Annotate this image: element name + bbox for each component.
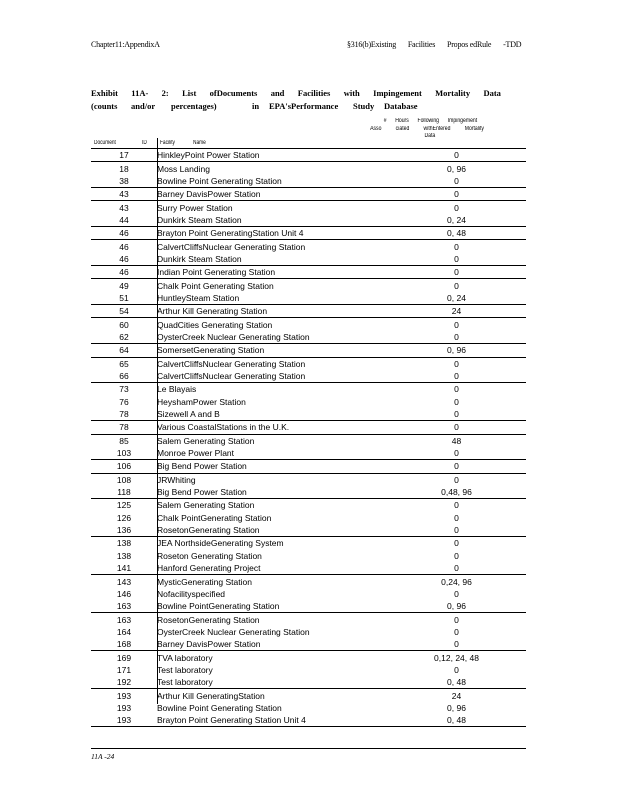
document-id-cell: 65 bbox=[119, 358, 129, 369]
title-word: Impingement bbox=[373, 88, 422, 98]
mortality-hours-cell: 0 bbox=[387, 460, 526, 473]
facility-name-cell: Barney DavisPower Station bbox=[157, 188, 387, 201]
document-id-cell: 38 bbox=[91, 175, 157, 188]
table-row bbox=[91, 175, 526, 188]
facility-name-cell: Salem Generating Station bbox=[157, 500, 255, 511]
document-id-cell: 64 bbox=[91, 344, 157, 357]
header-rule-part: Propos edRule bbox=[446, 40, 492, 49]
mortality-hours-cell: 0, 96 bbox=[387, 344, 526, 357]
table-row bbox=[91, 613, 526, 626]
title-word: percentages) bbox=[171, 101, 217, 111]
mortality-hours-cell: 0, 96 bbox=[447, 163, 466, 174]
document-id-cell: 44 bbox=[91, 214, 157, 227]
title-word: 2: bbox=[161, 88, 169, 98]
table-row bbox=[91, 702, 526, 714]
col-header-word: # bbox=[383, 118, 387, 124]
mortality-hours-cell: 0, 96 bbox=[447, 702, 466, 713]
table-row bbox=[91, 447, 526, 460]
page-number: 11A -24 bbox=[91, 752, 115, 761]
document-id-cell: 18 bbox=[119, 163, 129, 174]
table-row bbox=[91, 253, 526, 266]
table-row bbox=[91, 575, 526, 588]
mortality-hours-cell: 0,48, 96 bbox=[387, 486, 526, 499]
facility-name-cell: Brayton Point Generating Station Unit 4 bbox=[157, 714, 387, 727]
mortality-hours-cell: 0 bbox=[387, 266, 526, 279]
table-row bbox=[91, 292, 526, 305]
mortality-hours-cell: 0, 24 bbox=[387, 292, 526, 305]
mortality-hours-cell: 0,24, 96 bbox=[441, 576, 472, 587]
table-row bbox=[91, 473, 526, 486]
facility-name-cell: Surry Power Station bbox=[157, 202, 233, 213]
document-id-cell: 62 bbox=[91, 331, 157, 344]
document-id-cell: 163 bbox=[116, 614, 132, 625]
facility-name-cell: Le Blayais bbox=[157, 384, 197, 395]
title-word: EPA'sPerformance bbox=[269, 101, 339, 111]
mortality-hours-cell: 48 bbox=[451, 435, 462, 446]
title-word: and bbox=[270, 88, 285, 98]
document-id-cell: 43 bbox=[119, 202, 129, 213]
facility-name-cell: Dunkirk Steam Station bbox=[157, 214, 387, 227]
facility-name-cell: Test laboratory bbox=[157, 664, 213, 675]
facility-name-cell: Roseton Generating Station bbox=[157, 550, 262, 561]
title-word: ofDocuments bbox=[209, 88, 258, 98]
document-id-cell: 103 bbox=[91, 447, 157, 460]
facility-name-cell: Arthur Kill GeneratingStation bbox=[157, 690, 265, 701]
document-id-cell: 78 bbox=[91, 421, 157, 434]
title-word: with bbox=[343, 88, 360, 98]
facility-name-cell: HinkleyPoint Power Station bbox=[157, 149, 387, 162]
col-header-word: Asso bbox=[370, 125, 382, 132]
facility-name-cell: RosetonGenerating Station bbox=[157, 524, 387, 537]
mortality-hours-cell: 0 bbox=[454, 626, 459, 637]
title-word: Study bbox=[353, 101, 375, 111]
table-row bbox=[91, 240, 526, 253]
document-id-cell: 17 bbox=[91, 149, 157, 162]
table-row bbox=[91, 486, 526, 499]
facility-name-cell: CalvertCliffsNuclear Generating Station bbox=[157, 358, 306, 369]
table-row bbox=[91, 396, 526, 408]
facility-name-cell: QuadCities Generating Station bbox=[157, 319, 273, 330]
document-id-cell: 163 bbox=[91, 600, 157, 613]
title-word: Facilities bbox=[297, 88, 331, 98]
mortality-hours-cell: 0 bbox=[387, 149, 526, 162]
title-word: Exhibit bbox=[91, 88, 118, 98]
title-word: 11A- bbox=[131, 88, 149, 98]
facility-name-cell: Bowline Point Generating Station bbox=[157, 702, 282, 713]
mortality-hours-cell: 0 bbox=[454, 512, 459, 523]
table-row bbox=[91, 562, 526, 575]
facility-name-cell: CalvertCliffsNuclear Generating Station bbox=[157, 241, 306, 252]
mortality-hours-cell: 24 bbox=[451, 690, 462, 701]
table-row bbox=[91, 305, 526, 318]
col-header-word: withEntered bbox=[423, 125, 451, 132]
facility-name-cell: OysterCreek Nuclear Generating Station bbox=[157, 331, 387, 344]
table-row bbox=[91, 689, 526, 702]
table-row bbox=[91, 344, 526, 357]
document-id-cell: 106 bbox=[91, 460, 157, 473]
mortality-hours-cell: 0 bbox=[387, 408, 526, 421]
running-header-rule bbox=[347, 40, 531, 49]
mortality-hours-cell: 0 bbox=[454, 588, 459, 599]
mortality-hours-cell: 0 bbox=[454, 358, 459, 369]
table-row bbox=[91, 279, 526, 292]
document-id-cell: 85 bbox=[119, 435, 129, 446]
document-id-cell: 126 bbox=[116, 512, 132, 523]
document-id-cell: 46 bbox=[91, 227, 157, 240]
mortality-hours-cell: 0 bbox=[454, 319, 459, 330]
mortality-hours-cell: 0 bbox=[454, 241, 459, 252]
facility-name-cell: HeyshamPower Station bbox=[157, 396, 246, 407]
col-header-document: Document bbox=[94, 140, 116, 146]
mortality-hours-cell: 0 bbox=[454, 538, 459, 549]
table-row bbox=[91, 537, 526, 550]
facility-name-cell: MysticGenerating Station bbox=[157, 576, 252, 587]
table-row bbox=[91, 162, 526, 175]
mortality-hours-cell: 24 bbox=[387, 305, 526, 318]
facility-name-cell: Monroe Power Plant bbox=[157, 447, 387, 460]
facility-name-cell: HuntleySteam Station bbox=[157, 292, 387, 305]
exhibit-title-line1 bbox=[91, 88, 501, 98]
header-rule-part: §316(b)Existing bbox=[347, 40, 396, 49]
facility-name-cell: JRWhiting bbox=[157, 474, 196, 485]
mortality-hours-cell: 0 bbox=[387, 447, 526, 460]
table-row bbox=[91, 331, 526, 344]
facility-name-cell: Various CoastalStations in the U.K. bbox=[157, 421, 387, 434]
facility-name-cell: Hanford Generating Project bbox=[157, 562, 387, 575]
document-id-cell: 192 bbox=[91, 676, 157, 689]
title-word: Data bbox=[483, 88, 501, 98]
document-id-cell: 46 bbox=[91, 266, 157, 279]
col-header-facility: Facility bbox=[160, 140, 175, 146]
document-id-cell: 43 bbox=[91, 188, 157, 201]
table-row bbox=[91, 370, 526, 383]
document-id-cell: 193 bbox=[116, 690, 132, 701]
document-id-cell: 76 bbox=[119, 396, 129, 407]
mortality-hours-cell: 0 bbox=[454, 202, 459, 213]
document-id-cell: 66 bbox=[91, 370, 157, 383]
table-row bbox=[91, 227, 526, 240]
header-rule-part: -TDD bbox=[503, 40, 522, 49]
documents-table bbox=[91, 149, 526, 727]
table-row bbox=[91, 714, 526, 727]
document-id-cell: 169 bbox=[116, 652, 132, 663]
facility-name-cell: Big Bend Power Station bbox=[157, 460, 387, 473]
table-row bbox=[91, 600, 526, 613]
facility-name-cell: Sizewell A and B bbox=[157, 408, 387, 421]
title-word: and/or bbox=[131, 101, 156, 111]
facility-name-cell: Barney DavisPower Station bbox=[157, 638, 387, 651]
header-rule-part: Facilities bbox=[407, 40, 436, 49]
mortality-hours-cell: 0 bbox=[387, 524, 526, 537]
mortality-hours-cell: 0 bbox=[387, 370, 526, 383]
table-row bbox=[91, 357, 526, 370]
col-header-word: Impingement bbox=[447, 118, 478, 124]
running-header-chapter: Chapter11:AppendixA bbox=[91, 40, 160, 49]
table-row bbox=[91, 499, 526, 512]
document-id-cell: 125 bbox=[116, 500, 132, 511]
table-row bbox=[91, 676, 526, 689]
table-row bbox=[91, 188, 526, 201]
document-id-cell: 46 bbox=[119, 241, 129, 252]
document-id-cell: 46 bbox=[91, 253, 157, 266]
mortality-hours-cell: 0 bbox=[387, 562, 526, 575]
table-row bbox=[91, 651, 526, 664]
col-header-word: Mortality bbox=[464, 125, 484, 132]
facility-name-cell: Big Bend Power Station bbox=[157, 486, 387, 499]
table-row bbox=[91, 201, 526, 214]
document-id-cell: 193 bbox=[91, 714, 157, 727]
facility-name-cell: Salem Generating Station bbox=[157, 435, 255, 446]
facility-name-cell: Brayton Point GeneratingStation Unit 4 bbox=[157, 227, 387, 240]
mortality-hours-cell: 0, 48 bbox=[387, 676, 526, 689]
table-row bbox=[91, 318, 526, 331]
document-id-cell: 138 bbox=[116, 550, 132, 561]
document-id-cell: 143 bbox=[116, 576, 132, 587]
document-id-cell: 51 bbox=[91, 292, 157, 305]
col-header-name: Name bbox=[193, 140, 206, 146]
facility-name-cell: Bowline PointGenerating Station bbox=[157, 600, 387, 613]
document-id-cell: 193 bbox=[116, 702, 132, 713]
mortality-hours-cell: 0 bbox=[454, 474, 459, 485]
document-id-cell: 54 bbox=[91, 305, 157, 318]
mortality-hours-cell: 0 bbox=[387, 638, 526, 651]
data-column-header bbox=[365, 118, 505, 141]
table-row bbox=[91, 460, 526, 473]
table-row bbox=[91, 408, 526, 421]
document-id-cell: 164 bbox=[116, 626, 132, 637]
facility-name-cell: Indian Point Generating Station bbox=[157, 266, 387, 279]
table-row bbox=[91, 266, 526, 279]
document-id-cell: 168 bbox=[91, 638, 157, 651]
mortality-hours-cell: 0 bbox=[454, 396, 459, 407]
mortality-hours-cell: 0 bbox=[454, 550, 459, 561]
title-word: in bbox=[252, 101, 260, 111]
facility-name-cell: Dunkirk Steam Station bbox=[157, 253, 387, 266]
table-row bbox=[91, 149, 526, 162]
document-id-cell: 118 bbox=[91, 486, 157, 499]
col-header-id: ID bbox=[142, 140, 147, 146]
facility-name-cell: Chalk Point Generating Station bbox=[157, 280, 274, 291]
table-row bbox=[91, 214, 526, 227]
table-row bbox=[91, 626, 526, 638]
document-id-cell: 73 bbox=[119, 384, 129, 395]
facility-name-cell: Bowline Point Generating Station bbox=[157, 175, 387, 188]
facility-name-cell: JEA NorthsideGenerating System bbox=[157, 538, 284, 549]
facility-name-cell: RosetonGenerating Station bbox=[157, 614, 260, 625]
table-row bbox=[91, 512, 526, 524]
mortality-hours-cell: 0 bbox=[454, 384, 459, 395]
col-header-word: ciated bbox=[395, 125, 410, 132]
document-id-cell: 49 bbox=[119, 280, 129, 291]
mortality-hours-cell: 0 bbox=[387, 175, 526, 188]
footer-divider bbox=[91, 748, 526, 749]
facility-name-cell: SomersetGenerating Station bbox=[157, 344, 387, 357]
table-row bbox=[91, 383, 526, 396]
mortality-hours-cell: 0 bbox=[387, 253, 526, 266]
facility-name-cell: Chalk PointGenerating Station bbox=[157, 512, 272, 523]
col-header-word: Hours bbox=[395, 118, 409, 124]
document-id-cell: 78 bbox=[91, 408, 157, 421]
facility-name-cell: Arthur Kill Generating Station bbox=[157, 305, 387, 318]
document-id-cell: 136 bbox=[91, 524, 157, 537]
facility-name-cell: OysterCreek Nuclear Generating Station bbox=[157, 626, 310, 637]
document-id-cell: 171 bbox=[116, 664, 132, 675]
mortality-hours-cell: 0 bbox=[387, 421, 526, 434]
mortality-hours-cell: 0 bbox=[454, 280, 459, 291]
document-id-cell: 138 bbox=[116, 538, 132, 549]
title-word: List bbox=[182, 88, 197, 98]
mortality-hours-cell: 0, 48 bbox=[387, 714, 526, 727]
mortality-hours-cell: 0 bbox=[454, 664, 459, 675]
mortality-hours-cell: 0, 96 bbox=[387, 600, 526, 613]
facility-name-cell: Moss Landing bbox=[157, 163, 210, 174]
table-row bbox=[91, 550, 526, 562]
document-id-cell: 60 bbox=[119, 319, 129, 330]
mortality-hours-cell: 0 bbox=[454, 500, 459, 511]
facility-name-cell: CalvertCliffsNuclear Generating Station bbox=[157, 370, 387, 383]
col-header-word: Following bbox=[417, 118, 440, 124]
document-id-cell: 146 bbox=[116, 588, 132, 599]
mortality-hours-cell: 0,12, 24, 48 bbox=[434, 652, 479, 663]
col-header-word: Data bbox=[424, 133, 436, 139]
table-row bbox=[91, 588, 526, 600]
mortality-hours-cell: 0 bbox=[387, 188, 526, 201]
title-word: Database bbox=[384, 101, 418, 111]
mortality-hours-cell: 0 bbox=[387, 331, 526, 344]
document-id-cell: 108 bbox=[116, 474, 132, 485]
document-id-cell: 141 bbox=[91, 562, 157, 575]
table-row bbox=[91, 638, 526, 651]
mortality-hours-cell: 0 bbox=[454, 614, 459, 625]
facility-name-cell: Test laboratory bbox=[157, 676, 387, 689]
table-row bbox=[91, 664, 526, 676]
title-word: (counts bbox=[91, 101, 118, 111]
title-word: Mortality bbox=[435, 88, 471, 98]
mortality-hours-cell: 0, 24 bbox=[387, 214, 526, 227]
facility-name-cell: TVA laboratory bbox=[157, 652, 213, 663]
table-row bbox=[91, 434, 526, 447]
table-row bbox=[91, 421, 526, 434]
mortality-hours-cell: 0, 48 bbox=[387, 227, 526, 240]
table-row bbox=[91, 524, 526, 537]
facility-name-cell: Nofacilityspecified bbox=[157, 588, 226, 599]
